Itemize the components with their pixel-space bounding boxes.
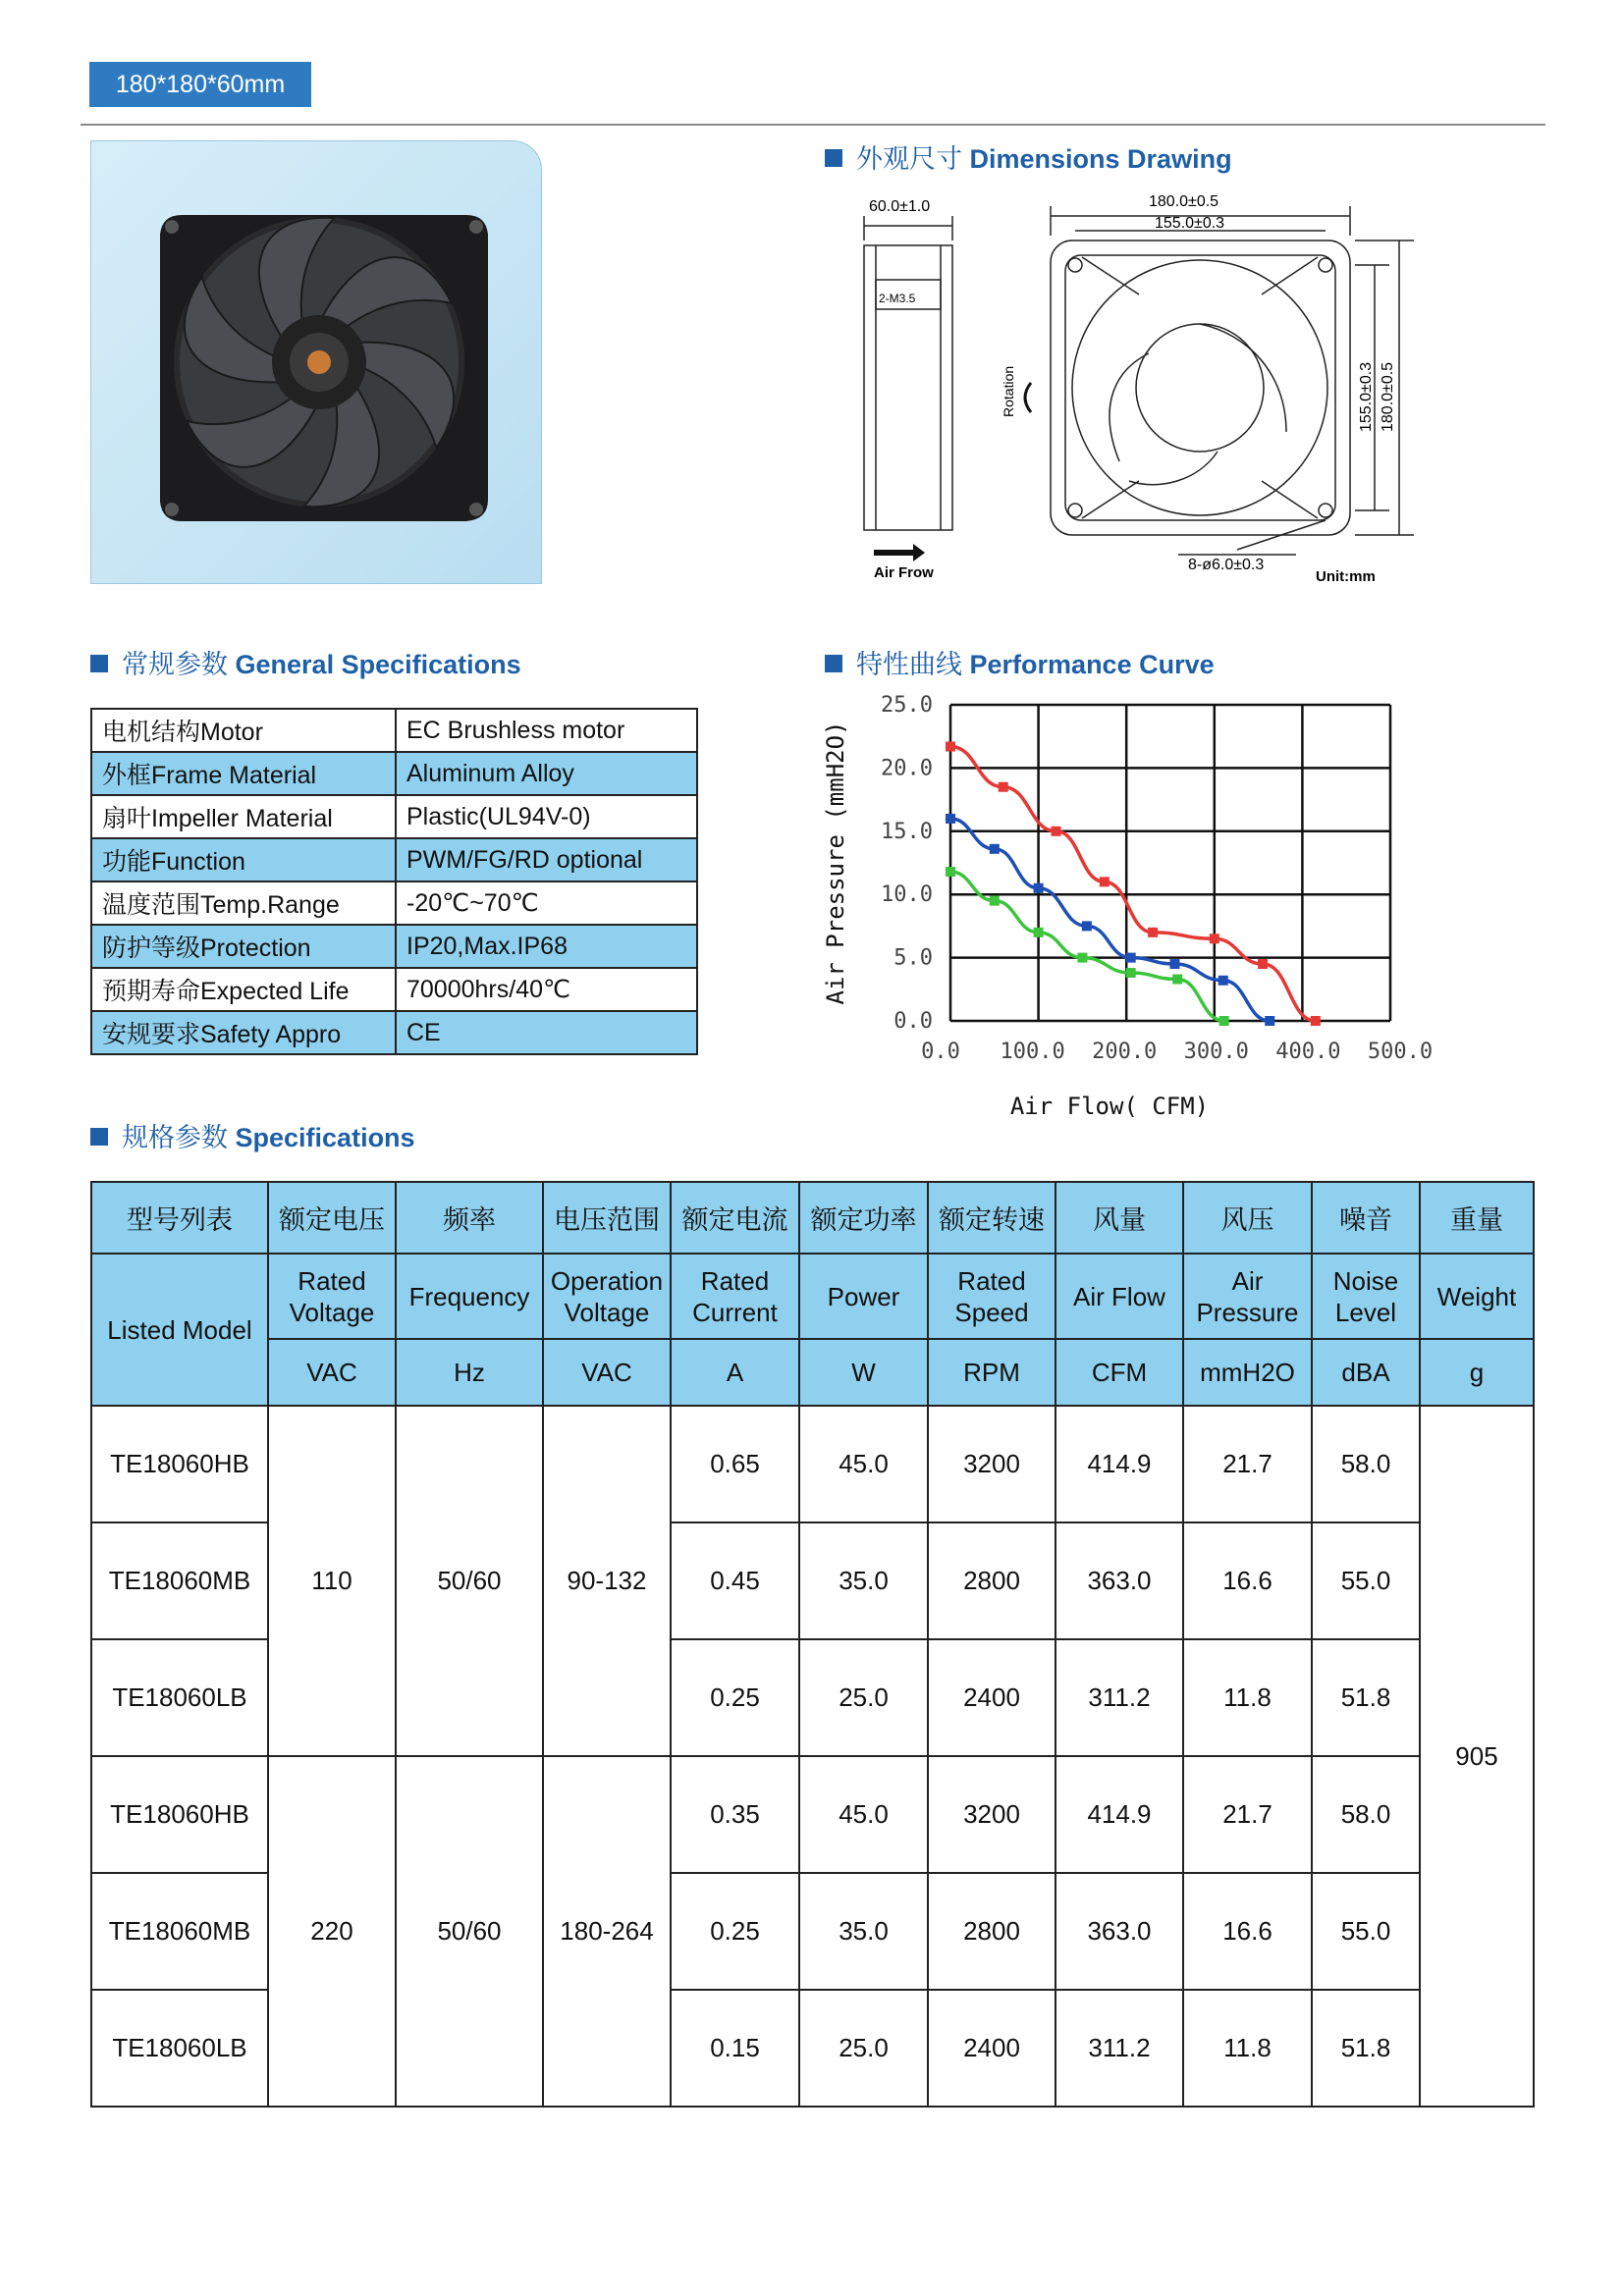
current-cell: 0.25: [671, 1873, 799, 1990]
pressure-cell: 21.7: [1183, 1756, 1312, 1873]
header-row-units: [91, 1339, 1534, 1406]
dimension-drawing: [825, 187, 1414, 599]
head-cn: 额定转速: [928, 1182, 1056, 1254]
head-en: Rated Voltage: [268, 1254, 396, 1339]
noise-cell: 55.0: [1312, 1522, 1420, 1639]
spec-label: 扇叶Impeller Material: [91, 795, 396, 838]
noise-cell: 51.8: [1312, 1990, 1420, 2107]
voltage-cell: 110: [268, 1406, 396, 1756]
unit: VAC: [543, 1339, 671, 1406]
unit: A: [671, 1339, 799, 1406]
spec-value: Aluminum Alloy: [396, 752, 697, 795]
head-en: Rated Speed: [928, 1254, 1056, 1339]
data-point: [946, 814, 955, 824]
head-cn: 额定电压: [268, 1182, 396, 1254]
data-point: [1219, 1016, 1229, 1026]
outer-height-dim: 180.0±0.5: [1380, 361, 1396, 432]
spec-label: 功能Function: [91, 838, 396, 881]
header-divider: [81, 124, 1545, 126]
voltage-cell: 220: [268, 1756, 396, 2107]
spec-label: 预期寿命Expected Life: [91, 968, 396, 1011]
head-cn: 额定电流: [671, 1182, 799, 1254]
y-tick-label: 0.0: [893, 1009, 933, 1034]
flow-cell: 311.2: [1056, 1990, 1183, 2107]
header-row-en: [91, 1254, 1534, 1339]
spec-label: 外框Frame Material: [91, 752, 396, 795]
unit: CFM: [1056, 1339, 1183, 1406]
model-cell: TE18060HB: [91, 1406, 268, 1522]
general-row: [91, 709, 697, 752]
current-cell: 0.25: [671, 1639, 799, 1756]
flow-cell: 363.0: [1056, 1522, 1183, 1639]
head-cn: 电压范围: [543, 1182, 671, 1254]
head-cn: 额定功率: [799, 1182, 928, 1254]
general-row: [91, 838, 697, 881]
unit: dBA: [1312, 1339, 1420, 1406]
general-row: [91, 795, 697, 838]
pressure-cell: 11.8: [1183, 1639, 1312, 1756]
airflow-arrow-icon: [874, 544, 925, 561]
data-point: [990, 844, 1000, 854]
power-cell: 35.0: [799, 1873, 928, 1990]
inner-width-dim: 155.0±0.3: [1155, 215, 1225, 232]
y-tick-label: 25.0: [881, 693, 933, 718]
unit: Hz: [396, 1339, 543, 1406]
power-cell: 45.0: [799, 1756, 928, 1873]
head-en: Air Pressure: [1183, 1254, 1312, 1339]
rotation-arrow-icon: [1025, 383, 1031, 412]
pressure-cell: 16.6: [1183, 1873, 1312, 1990]
current-cell: 0.65: [671, 1406, 799, 1522]
range-cell: 90-132: [543, 1406, 671, 1756]
spec-label: 温度范围Temp.Range: [91, 881, 396, 925]
data-point: [1311, 1016, 1321, 1026]
x-tick-label: 200.0: [1092, 1040, 1158, 1064]
y-tick-label: 5.0: [893, 945, 933, 971]
model-cell: TE18060MB: [91, 1522, 268, 1639]
power-cell: 25.0: [799, 1990, 928, 2107]
x-tick-label: 0.0: [921, 1040, 960, 1064]
pressure-cell: 11.8: [1183, 1990, 1312, 2107]
spec-value: Plastic(UL94V-0): [396, 795, 697, 838]
spec-label: 安规要求Safety Appro: [91, 1011, 396, 1054]
speed-cell: 2800: [928, 1522, 1056, 1639]
speed-cell: 2400: [928, 1639, 1056, 1756]
performance-title: [825, 643, 1215, 681]
unit: W: [799, 1339, 928, 1406]
outer-width-dim: 180.0±0.5: [1149, 193, 1219, 210]
spec-value: PWM/FG/RD optional: [396, 838, 697, 881]
spec-value: CE: [396, 1011, 697, 1054]
general-specs-table: [90, 708, 698, 1055]
y-tick-label: 10.0: [881, 882, 933, 908]
data-point: [990, 896, 1000, 906]
head-en: Rated Current: [671, 1254, 799, 1339]
spec-value: -20℃~70℃: [396, 881, 697, 925]
current-cell: 0.15: [671, 1990, 799, 2107]
data-point: [1052, 827, 1061, 836]
section-marker-icon: [90, 1128, 108, 1146]
power-cell: 35.0: [799, 1522, 928, 1639]
noise-cell: 55.0: [1312, 1873, 1420, 1990]
dimensions-title-cn: 外观尺寸: [856, 144, 962, 174]
weight-cell: 905: [1420, 1406, 1534, 2107]
screw-label: 2-M3.5: [879, 292, 916, 305]
data-point: [946, 742, 955, 752]
data-point: [1034, 928, 1044, 937]
unit: RPM: [928, 1339, 1056, 1406]
x-tick-label: 300.0: [1183, 1040, 1249, 1064]
header-row-cn: [91, 1182, 1534, 1254]
frequency-cell: 50/60: [396, 1406, 543, 1756]
data-point: [1169, 959, 1179, 969]
inner-height-dim: 155.0±0.3: [1358, 361, 1375, 432]
head-en: Operation Voltage: [543, 1254, 671, 1339]
flow-cell: 311.2: [1056, 1639, 1183, 1756]
head-cn: 噪音: [1312, 1182, 1420, 1254]
model-cell: TE18060LB: [91, 1990, 268, 2107]
dimensions-title-en: Dimensions Drawing: [969, 144, 1232, 174]
noise-cell: 58.0: [1312, 1406, 1420, 1522]
data-point: [1148, 928, 1158, 937]
flow-cell: 363.0: [1056, 1873, 1183, 1990]
head-en: Power: [799, 1254, 928, 1339]
data-point: [1100, 877, 1110, 886]
general-row: [91, 968, 697, 1011]
data-point: [1258, 959, 1268, 969]
spec-label: 电机结构Motor: [91, 709, 396, 752]
spec-label: 防护等级Protection: [91, 925, 396, 968]
specifications-title: [90, 1116, 415, 1154]
spec-value: EC Brushless motor: [396, 709, 697, 752]
head-cn: 频率: [396, 1182, 543, 1254]
general-title-en: General Specifications: [235, 650, 521, 679]
general-specs-title: [90, 643, 521, 681]
x-axis-label: Air Flow( CFM): [1009, 1093, 1210, 1120]
x-tick-label: 100.0: [1000, 1040, 1065, 1064]
x-tick-label: 500.0: [1367, 1040, 1434, 1064]
spec-value: 70000hrs/40℃: [396, 968, 697, 1011]
product-photo-frame: [90, 140, 542, 584]
head-cn: 风压: [1183, 1182, 1312, 1254]
flow-cell: 414.9: [1056, 1406, 1183, 1522]
head-cn: 风量: [1056, 1182, 1183, 1254]
data-point: [1172, 974, 1182, 984]
speed-cell: 2400: [928, 1990, 1056, 2107]
speed-cell: 2800: [928, 1873, 1056, 1990]
head-en: Noise Level: [1312, 1254, 1420, 1339]
current-cell: 0.45: [671, 1522, 799, 1639]
unit-label: Unit:mm: [1316, 568, 1376, 585]
general-row: [91, 1011, 697, 1054]
table-row: [91, 1756, 1534, 1873]
dimensions-title: [825, 137, 1232, 176]
general-title-cn: 常规参数: [122, 650, 228, 679]
general-row: [91, 925, 697, 968]
y-tick-label: 20.0: [881, 756, 933, 781]
model-cell: TE18060HB: [91, 1756, 268, 1873]
spec-value: IP20,Max.IP68: [396, 925, 697, 968]
model-cell: TE18060MB: [91, 1873, 268, 1990]
noise-cell: 51.8: [1312, 1639, 1420, 1756]
head-cn: 重量: [1420, 1182, 1534, 1254]
unit: mmH2O: [1183, 1339, 1312, 1406]
power-cell: 45.0: [799, 1406, 928, 1522]
speed-cell: 3200: [928, 1756, 1056, 1873]
table-row: [91, 1406, 1534, 1522]
model-cell: TE18060LB: [91, 1639, 268, 1756]
data-point: [946, 867, 955, 877]
head-en: Frequency: [396, 1254, 543, 1339]
data-point: [1077, 953, 1087, 963]
holes-label: 8-ø6.0±0.3: [1188, 557, 1265, 573]
flow-cell: 414.9: [1056, 1756, 1183, 1873]
rotation-label: Rotation: [1001, 365, 1016, 417]
general-row: [91, 752, 697, 795]
specs-title-cn: 规格参数: [122, 1123, 228, 1152]
air-flow-label: Air Frow: [874, 564, 934, 581]
head-en: Listed Model: [91, 1254, 268, 1406]
section-marker-icon: [825, 655, 842, 672]
head-en: Weight: [1420, 1254, 1534, 1339]
data-point: [1265, 1016, 1274, 1026]
head-en: Air Flow: [1056, 1254, 1183, 1339]
data-point: [1210, 934, 1219, 943]
frequency-cell: 50/60: [396, 1756, 543, 2107]
speed-cell: 3200: [928, 1406, 1056, 1522]
range-cell: 180-264: [543, 1756, 671, 2107]
data-point: [999, 782, 1008, 792]
y-tick-label: 15.0: [881, 819, 933, 844]
specs-title-en: Specifications: [235, 1123, 415, 1152]
noise-cell: 58.0: [1312, 1756, 1420, 1873]
data-point: [1126, 953, 1136, 963]
data-point: [1218, 976, 1228, 986]
section-marker-icon: [825, 149, 842, 167]
power-cell: 25.0: [799, 1639, 928, 1756]
pressure-cell: 16.6: [1183, 1522, 1312, 1639]
data-point: [1126, 968, 1136, 978]
size-tag: 180*180*60mm: [89, 62, 311, 107]
fan-photo: [91, 141, 543, 585]
head-cn: 型号列表: [91, 1182, 268, 1254]
pressure-cell: 21.7: [1183, 1406, 1312, 1522]
current-cell: 0.35: [671, 1756, 799, 1873]
unit: VAC: [268, 1339, 396, 1406]
general-row: [91, 881, 697, 925]
depth-dim: 60.0±1.0: [869, 198, 931, 215]
data-point: [1034, 883, 1044, 893]
performance-title-en: Performance Curve: [969, 650, 1215, 679]
section-marker-icon: [90, 655, 108, 672]
y-axis-label: Air Pressure (mmH2O): [822, 721, 849, 1005]
performance-chart: [815, 687, 1463, 1139]
unit: g: [1420, 1339, 1534, 1406]
specifications-table: [90, 1181, 1535, 2108]
performance-title-cn: 特性曲线: [856, 650, 962, 679]
x-tick-label: 400.0: [1275, 1040, 1341, 1064]
data-point: [1082, 921, 1092, 931]
